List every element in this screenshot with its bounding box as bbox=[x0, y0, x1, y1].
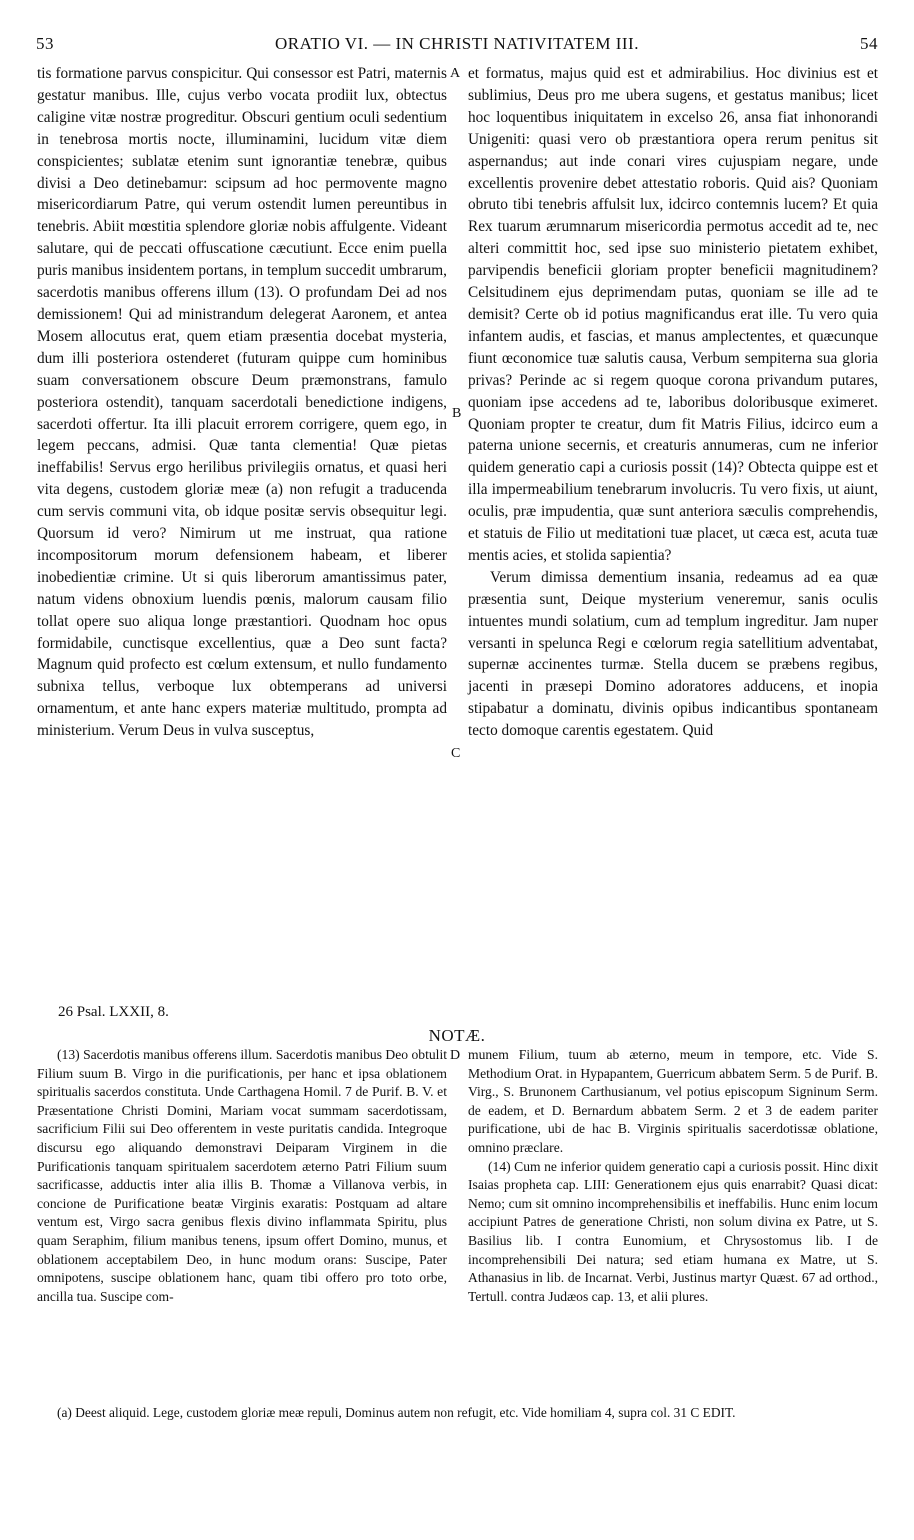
note-14: (14) Cum ne inferior quidem generatio capi a curiosis possit. Hinc dixit Isaias propheta cap. LIII: Generationem ejus quis enarrabit? Quasi dicat: Nemo; cum sit omnino incomprehensibilis et ineffabilis. Hunc enim locum accipiunt Patres de generatione Christi, non solum divina ex Patre, ut S. Basilius lib. I contra Eunomium, et Chrysostomus lib. I de incomprehensibili Dei natura; sed etiam humana ex Matre, ut S. Athanasius in lib. de Incarnat. Verbi, Justinus martyr Quæst. 67 ad orthod., Tertull. contra Judæos cap. 13, et alii plures. bbox=[468, 1158, 878, 1304]
running-header bbox=[36, 34, 878, 58]
editor-footnote: (a) Deest aliquid. Lege, custodem gloriæ meæ repuli, Dominus autem non refugit, etc. Vide homiliam 4, supra col. 31 C EDIT. bbox=[57, 1405, 736, 1420]
page-number-right: 54 bbox=[860, 34, 878, 53]
margin-marker-b: B bbox=[452, 406, 462, 421]
running-title: ORATIO VI. — IN CHRISTI NATIVITATEM III. bbox=[275, 34, 639, 53]
notes-heading: NOTÆ. bbox=[428, 1026, 486, 1045]
page-number-left: 53 bbox=[36, 34, 54, 53]
notes-column-left bbox=[37, 1046, 447, 1306]
notes-column-right bbox=[468, 1046, 878, 1306]
scripture-footnote: 26 Psal. LXXII, 8. bbox=[58, 1004, 169, 1020]
margin-marker-a: A bbox=[450, 66, 461, 81]
body-paragraph: tis formatione parvus conspicitur. Qui consessor est Patri, maternis gestatur manibus. Ille, cujus verbo vocata prodiit lux, obtectus caligine vitæ nostræ progreditur. Obscuri gentium oculi sedentium in tenebrosa mortis nocte, illuminamini, lucidum vitæ diem conspicientes; sublatæ etenim sunt ignorantiæ tenebræ, quibus divisi a Deo detinebamur: scipsum ad hoc permovente magno misericordiarum Patre, qui verum ostendit lumen pereuntibus in tenebris. Abiit mœstitia splendore gloriæ nobis affulgente. Videant salutare, qui de peccati offuscatione cæcutiunt. Ecce enim puella puris manibus insidentem portans, in templum succedit umbrarum, sacerdotis manibus offerens illum (13). O profundam Dei ad nos demissionem! Qui ad ministrandum delegerat Aaronem, et antea Mosem allocutus erat, quem etiam præsentia docebat mysteria, dum illi posteriora ostenderet (futuram quippe cum hominibus suam conversationem obscure Deum præmonstrans, famulo posteriora ostendit), tanquam sacerdotali benedictione indigens, sacerdoti offertur. Ita illi placuit errorem corrigere, quem ego, in legem peccans, admisi. Quæ tanta clementia! Quæ pietas ineffabilis! Servus ergo herilibus privilegiis ornatus, et quasi heri vita degens, custodem gloriæ meæ (a) non refugit a traducenda cum servis communi vita, ob idque positæ servis obsequitur legi. Quorsum id vero? Nimirum ut me instruat, qua ratione incompositorum morum defensionem habeam, et liberer inobedientiæ crimine. Ut si quis liberorum amantissimus pater, natum videns obnoxium luendis pœnis, malorum causam filio tollat opere suo aliqua longe præstantiori. Quodnam hoc opus formidabile, cunctisque excellentius, quæ a Deo sunt facta? Magnum quid profecto est cœlum extensum, et nullo fundamento subnixa tellus, verboque lux obtemperans ad universi ornamentum, et ante hanc expers materiæ multitudo, prompta ad ministerium. Verum Deus in vulva susceptus, bbox=[37, 65, 447, 740]
body-paragraph: et formatus, majus quid est et admirabilius. Hoc divinius est et sublimius, Deus pro me ubera sugens, et gestatus manibus; licet hoc loquentibus iniquitatem in excelso 26, ansa fiat inhonorandi Unigeniti: quasi vero ob præstantiora opera rerum penitus sit aspernandus; aut inde conari vires cujuspiam negare, unde excellentis provenire debet attestatio roboris. Quid ais? Quoniam obruto tibi tenebris affulsit lux, idcirco contemnis lucem? Et quia Rex tuarum ærumnarum misericordia permotus accedit ad te, nec alteri committit hoc, sed ipse suo ministerio pietatem exhibet, parvipendis beneficii gloriam propter beneficii magnitudinem? Celsitudinem ejus deprimendam putas, quoniam se ille ad te demisit? Certe ob id potius magnificandus erat ille. Tu vero quia infantem audis, et fascias, et manus amplectentes, et quæcunque fiunt œconomice tuæ salutis causa, Verbum sempiterna sua gloria privas? Perinde ac si regem quoque corona privandum putares, quoniam ipse accedens ad te, laboribus doloribusque eximeret. Quoniam propter te creatur, dum fit Matris Filius, idcirco eum a paterna unione secernis, et creaturis annumeras, cum ne inferior quidem generatio capi a curiosis possit (14)? Obtecta quippe est et illa impermeabilium tenebrarum involucris. Tu vero fixis, ut aiunt, oculis, præ impudentia, quæ sunt anteriora sæculis comprehendis, et statuis de Filio ut meditationi tuæ placet, ut cæca est, acuta tuæ mentis acies, et stolida sapientia? bbox=[468, 65, 878, 564]
body-paragraph: Verum dimissa dementium insania, redeamus ad ea quæ præsentia sunt, Deique mysterium veneremur, sanis oculis intuentes mundi solatium, cum ad templum ingreditur. Jam nuper versanti in spelunca Regi e cœlorum regia satellitium adventabat, supernæ accinentes turmæ. Stella ducem se præbens regibus, jacenti in præsepi Domino adoratores adducens, et inopia stipabatur a dominatu, divinis opibus indicantibus spontaneam tecto domoque carentis egestatem. Quid bbox=[468, 568, 878, 740]
body-column-left bbox=[37, 63, 447, 742]
note-13: (13) Sacerdotis manibus offerens illum. Sacerdotis manibus Deo obtulit Filium suum B. Virgo in die purificationis, per hanc et ipsa oblationem spiritualis sacerdos constituta. Unde Carthagena Homil. 7 de Purif. B. V. et Præsentatione Christi Domini, Mariam vocat summam sacerdotissam, sacrificium Filii sui Deo offerentem in veste puritatis candida. Integroque discursu ego aliquando demonstravi Deiparam Virginem in die Purificationis tanquam spiritualem sacerdotem æterno Patri Filium suum sacrificasse, adductis inter alia illis B. Thomæ a Villanova verbis, in concione de Purificatione beatæ Virginis exaratis: Postquam ad altare ventum est, Virgo sacra genibus flexis divino inflammata Spiritu, plus quam Seraphim, filium manibus tenens, ipsum offert Domino, munus, et oblationem acceptabilem Deo, in hunc modum orans: Suscipe, Pater omnipotens, suscipe oblationem hanc, quam tibi offero pro toto orbe, ancilla tua. Suscipe com- bbox=[37, 1047, 447, 1304]
note-13-continued: munem Filium, tuum ab æterno, meum in tempore, etc. Vide S. Methodium Orat. in Hypapantem, Guerricum abbatem Serm. 5 de Purif. B. Virg., S. Brunonem Carthusianum, vel potius episcopum Signinum Serm. de eadem, et D. Bernardum abbatem Serm. 2 et 3 de eadem pariter purificatione, ubi de hac B. Virginis spiritualis sacerdotissæ oblatione, omnino præclare. bbox=[468, 1047, 878, 1155]
margin-marker-c: C bbox=[451, 746, 461, 761]
margin-marker-d: D bbox=[450, 1048, 461, 1063]
body-column-right bbox=[468, 63, 878, 742]
